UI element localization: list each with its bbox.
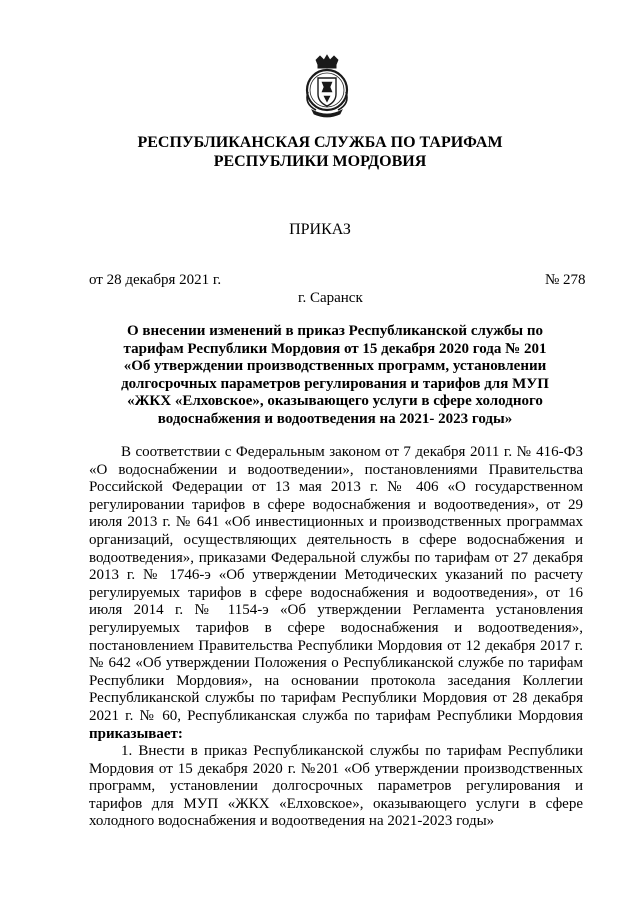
item-1-paragraph: 1. Внести в приказ Республиканской службы по тарифам Республики Мордовия от 15 декабря 2020 г. №201 «Об утверждении производственных программ, установлении долгосрочных параметров регулирования и тарифов для МУП «ЖКХ «Елховское», оказывающего услуги в сфере холодного водоснабжения и водоотведения на 2021-2023 годы»	[89, 743, 583, 830]
document-body	[89, 444, 583, 831]
organization-name-line2: РЕСПУБЛИКИ МОРДОВИЯ	[213, 153, 427, 170]
coat-of-arms-emblem	[302, 54, 352, 118]
document-type: ПРИКАЗ	[289, 221, 351, 238]
order-number: № 278	[545, 272, 586, 288]
orders-word: приказывает:	[89, 725, 183, 742]
preamble-paragraph	[89, 444, 583, 743]
order-subject: О внесении изменений в приказ Республиканской службы по тарифам Республики Мордовия от 15 декабря 2020 года № 201 «Об утверждении производственных программ, установлении долгосрочных параметров регулирования и тарифов для МУП «ЖКХ «Елховское», оказывающего услуги в сфере холодного водоснабжения и водоотведения на 2021- 2023 годы»	[121, 323, 549, 427]
order-city: г. Саранск	[298, 290, 363, 306]
preamble-text: В соответствии с Федеральным законом от 7 декабря 2011 г. № 416-ФЗ «О водоснабжении и водоотведении», постановлениями Правительства Российской Федерации от 13 мая 2013 г. № 406 «О государственном регулировании тарифов в сфере водоснабжения и водоотведения», от 29 июля 2013 г. № 641 «Об инвестиционных и производственных программах организаций, осуществляющих деятельность в сфере водоснабжения и водоотведения», приказами Федеральной службы по тарифам от 27 декабря 2013 г. № 1746-э «Об утверждении Методических указаний по расчету регулируемых тарифов в сфере водоснабжения и водоотведения», от 16 июля 2014 г. № 1154-э «Об утверждении Регламента установления регулируемых тарифов в сфере водоснабжения и водоотведения», постановлением Правительства Республики Мордовия от 12 декабря 2017 г. № 642 «Об утверждении Положения о Республиканской службе по тарифам Республики Мордовия», на основании протокола заседания Коллегии Республиканской службы по тарифам Республики Мордовия от 28 декабря 2021 г. № 60, Республиканская служба по тарифам Республики Мордовия	[89, 444, 583, 724]
organization-name-line1: РЕСПУБЛИКАНСКАЯ СЛУЖБА ПО ТАРИФАМ	[137, 134, 503, 151]
coat-of-arms-icon	[302, 54, 352, 118]
order-date: от 28 декабря 2021 г.	[89, 272, 222, 288]
